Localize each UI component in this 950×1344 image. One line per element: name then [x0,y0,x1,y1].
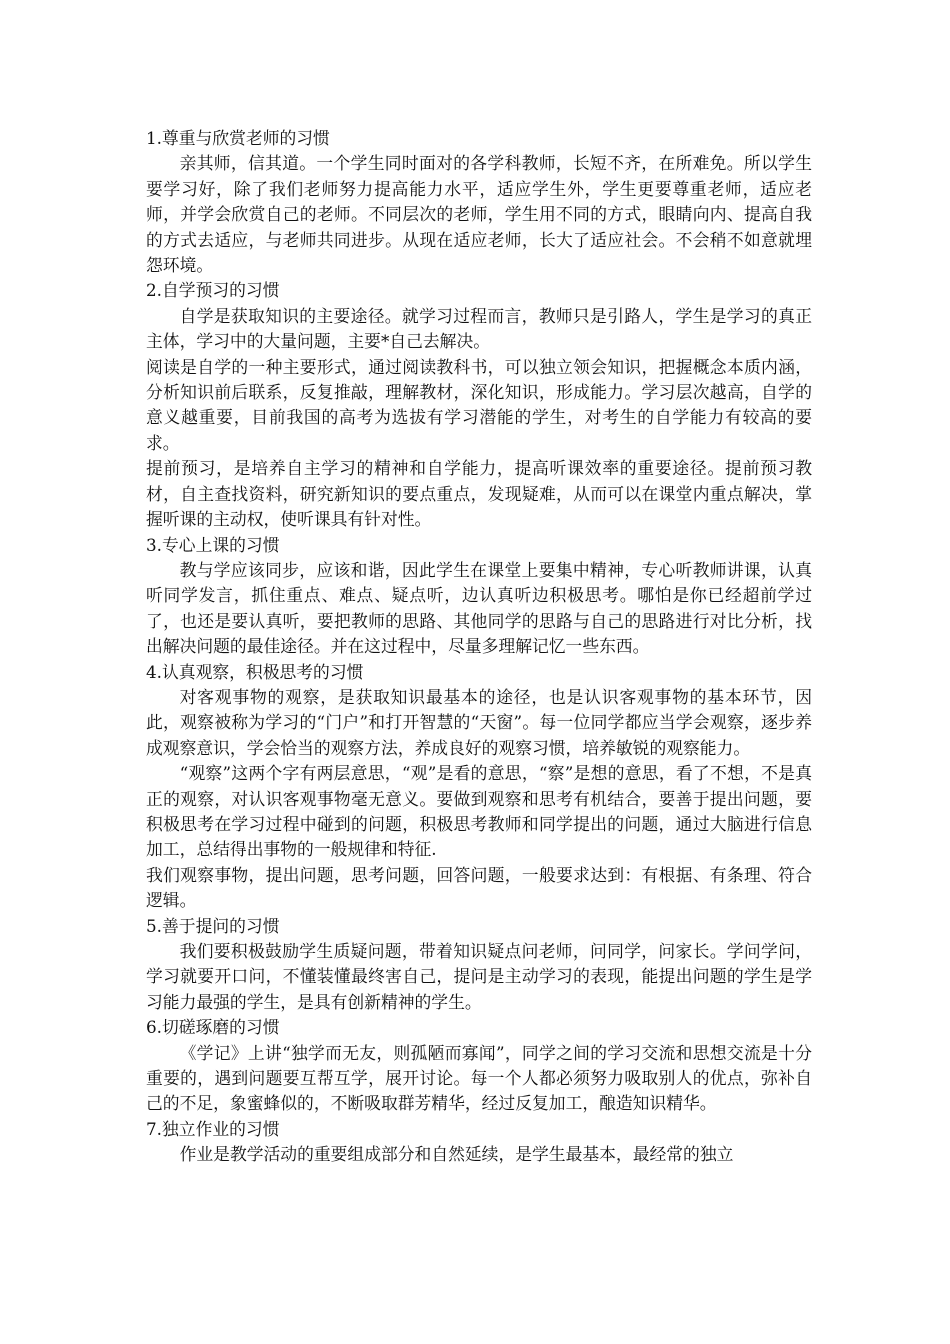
paragraph: 作业是教学活动的重要组成部分和自然延续，是学生最基本，最经常的独立 [179,1144,734,1165]
section-heading-3: 3.专心上课的习惯 [146,534,280,555]
paragraph: 亲其师，信其道。一个学生同时面对的各学科教师，长短不齐，在所难免。所以学生要学习好，除了我们老师努力提高能力水平，适应学生外，学生更要尊重老师，适应老师，并学会欣赏自己的老师。不同层次的老师，学生用不同的方式，眼睛向内、提高自我的方式去适应，与老师共同进步。从现在适应老师，长大了适应社会。不会稍不如意就埋怨环境。 [146,153,812,276]
paragraph: 教与学应该同步，应该和谐，因此学生在课堂上要集中精神，专心听教师讲课，认真听同学发言，抓住重点、难点、疑点听，边认真听边积极思考。哪怕是你已经超前学过了，也还是要认真听，要把教师的思路、其他同学的思路与自己的思路进行对比分析，找出解决问题的最佳途径。并在这过程中，尽量多理解记忆一些东西。 [146,559,812,657]
paragraph: “观察”这两个字有两层意思，“观”是看的意思，“察”是想的意思，看了不想，不是真正的观察，对认识客观事物毫无意义。要做到观察和思考有机结合，要善于提出问题，要积极思考在学习过程中碰到的问题，积极思考教师和同学提出的问题，通过大脑进行信息加工，总结得出事物的一般规律和特征. [146,763,812,860]
section-heading-5: 5.善于提问的习惯 [146,915,280,936]
section-heading-4: 4.认真观察，积极思考的习惯 [146,661,364,682]
section-heading-6: 6.切磋琢磨的习惯 [146,1017,280,1038]
section-heading-7: 7.独立作业的习惯 [146,1118,280,1139]
section-heading-1: 1.尊重与欣赏老师的习惯 [146,128,330,148]
paragraph: 《学记》上讲“独学而无友，则孤陋而寡闻”，同学之间的学习交流和思想交流是十分重要的，遇到问题要互帮互学，展开讨论。每一个人都必须努力吸取别人的优点，弥补自己的不足，象蜜蜂似的，不断吸取群芳精华，经过反复加工，酿造知识精华。 [146,1042,812,1114]
paragraph: 我们要积极鼓励学生质疑问题，带着知识疑点问老师，问同学，问家长。学问学问，学习就要开口问，不懂装懂最终害自己，提问是主动学习的表现，能提出问题的学生是学习能力最强的学生，是具有创新精神的学生。 [146,941,812,1012]
paragraph: 我们观察事物，提出问题，思考问题，回答问题，一般要求达到：有根据、有条理、符合逻辑。 [146,864,812,911]
document-body [146,126,812,1168]
paragraph: 对客观事物的观察，是获取知识最基本的途径，也是认识客观事物的基本环节，因此，观察被称为学习的“门户”和打开智慧的“天窗”。每一位同学都应当学会观察，逐步养成观察意识，学会恰当的观察方法，养成良好的观察习惯，培养敏锐的观察能力。 [146,686,812,758]
paragraph: 提前预习，是培养自主学习的精神和自学能力，提高听课效率的重要途径。提前预习教材，自主查找资料，研究新知识的要点重点，发现疑难，从而可以在课堂内重点解决，掌握听课的主动权，使听课具有针对性。 [146,458,812,530]
paragraph: 阅读是自学的一种主要形式，通过阅读教科书，可以独立领会知识，把握概念本质内涵，分析知识前后联系，反复推敲，理解教材，深化知识，形成能力。学习层次越高，自学的意义越重要，目前我国的高考为选拔有学习潜能的学生，对考生的自学能力有较高的要求。 [146,356,812,453]
paragraph: 自学是获取知识的主要途径。就学习过程而言，教师只是引路人，学生是学习的真正主体，学习中的大量问题，主要*自己去解决。 [146,305,812,352]
section-heading-2: 2.自学预习的习惯 [146,280,280,301]
